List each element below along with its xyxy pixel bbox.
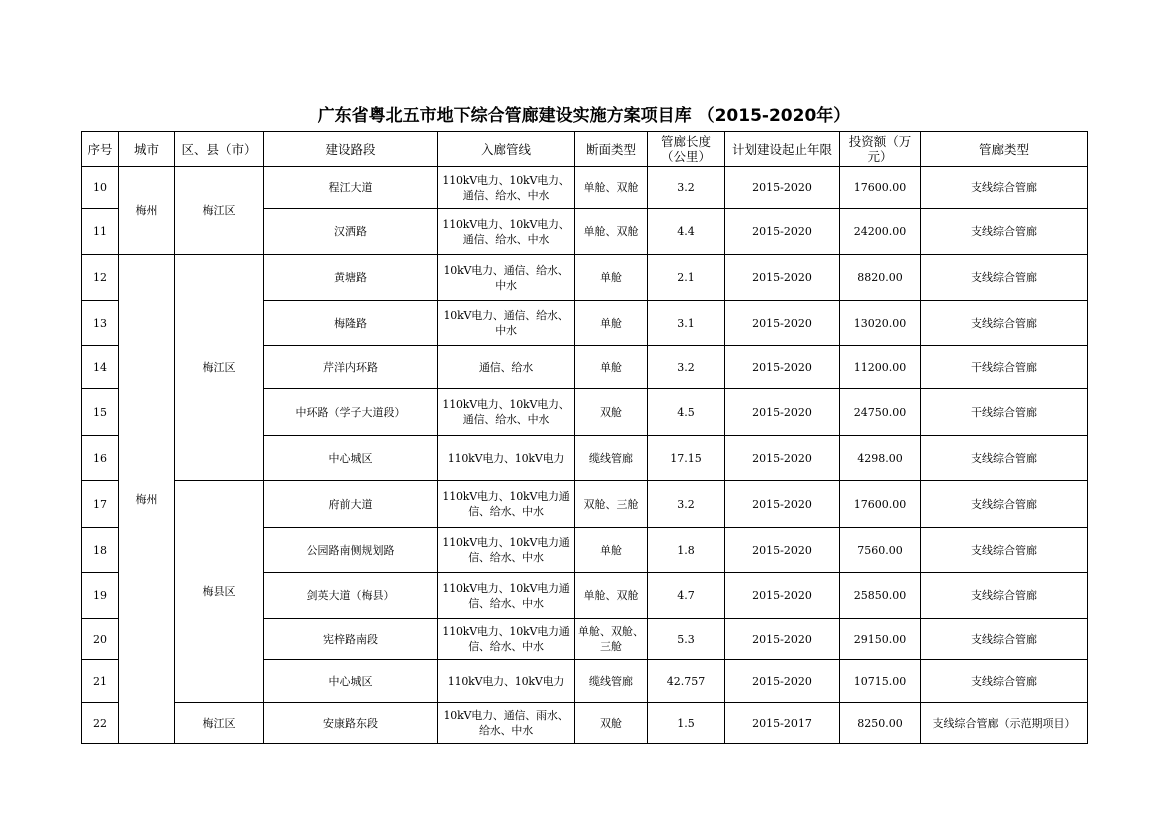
cell-road: 宪梓路南段 [264,619,438,660]
cell-section: 单舱 [575,346,648,389]
cell-length: 3.2 [648,167,725,209]
header-city: 城市 [119,132,175,167]
cell-investment: 24750.00 [840,389,921,436]
cell-type: 支线综合管廊 [921,528,1088,573]
cell-section: 单舱 [575,528,648,573]
cell-seq: 19 [82,573,119,619]
cell-pipes: 110kV电力、10kV电力通信、给水、中水 [438,481,575,528]
table-row [82,703,1088,744]
cell-road: 黄塘路 [264,255,438,301]
cell-section: 缆线管廊 [575,660,648,703]
header-row [82,132,1088,167]
cell-seq: 11 [82,209,119,255]
header-length: 管廊长度（公里） [648,132,725,167]
cell-road: 安康路东段 [264,703,438,744]
cell-investment: 4298.00 [840,436,921,481]
cell-district: 梅江区 [175,167,264,255]
cell-investment: 8250.00 [840,703,921,744]
cell-pipes: 10kV电力、通信、雨水、给水、中水 [438,703,575,744]
cell-section: 双舱 [575,389,648,436]
cell-type: 干线综合管廊 [921,389,1088,436]
cell-length: 3.2 [648,481,725,528]
cell-seq: 14 [82,346,119,389]
cell-section: 单舱、双舱 [575,573,648,619]
cell-length: 1.8 [648,528,725,573]
cell-road: 汉洒路 [264,209,438,255]
cell-seq: 20 [82,619,119,660]
cell-seq: 16 [82,436,119,481]
cell-road: 府前大道 [264,481,438,528]
cell-investment: 10715.00 [840,660,921,703]
cell-type: 支线综合管廊 [921,436,1088,481]
cell-period: 2015-2020 [725,619,840,660]
table-row [82,255,1088,301]
cell-seq: 12 [82,255,119,301]
header-pipes: 入廊管线 [438,132,575,167]
cell-seq: 10 [82,167,119,209]
cell-type: 支线综合管廊 [921,481,1088,528]
cell-pipes: 10kV电力、通信、给水、中水 [438,255,575,301]
header-investment: 投资额（万元） [840,132,921,167]
cell-type: 支线综合管廊 [921,301,1088,346]
cell-road: 梅隆路 [264,301,438,346]
cell-seq: 22 [82,703,119,744]
cell-section: 单舱 [575,255,648,301]
cell-length: 17.15 [648,436,725,481]
cell-period: 2015-2020 [725,346,840,389]
cell-investment: 13020.00 [840,301,921,346]
cell-length: 4.7 [648,573,725,619]
cell-investment: 29150.00 [840,619,921,660]
cell-pipes: 110kV电力、10kV电力通信、给水、中水 [438,619,575,660]
cell-seq: 17 [82,481,119,528]
header-period: 计划建设起止年限 [725,132,840,167]
cell-pipes: 110kV电力、10kV电力、通信、给水、中水 [438,167,575,209]
cell-investment: 17600.00 [840,167,921,209]
cell-type: 支线综合管廊 [921,167,1088,209]
cell-city: 梅州 [119,167,175,255]
table-header [82,132,1088,167]
cell-investment: 17600.00 [840,481,921,528]
header-seq: 序号 [82,132,119,167]
cell-length: 4.5 [648,389,725,436]
cell-seq: 18 [82,528,119,573]
cell-road: 中心城区 [264,660,438,703]
cell-section: 单舱 [575,301,648,346]
cell-type: 干线综合管廊 [921,346,1088,389]
cell-period: 2015-2020 [725,389,840,436]
cell-period: 2015-2020 [725,209,840,255]
cell-type: 支线综合管廊（示范期项目） [921,703,1088,744]
cell-section: 缆线管廊 [575,436,648,481]
cell-seq: 13 [82,301,119,346]
table-row [82,481,1088,528]
cell-investment: 8820.00 [840,255,921,301]
cell-length: 42.757 [648,660,725,703]
cell-pipes: 110kV电力、10kV电力 [438,436,575,481]
cell-period: 2015-2017 [725,703,840,744]
cell-road: 公园路南侧规划路 [264,528,438,573]
cell-pipes: 110kV电力、10kV电力通信、给水、中水 [438,573,575,619]
cell-section: 单舱、双舱 [575,209,648,255]
cell-road: 中环路（学子大道段） [264,389,438,436]
header-district: 区、县（市） [175,132,264,167]
cell-pipes: 通信、给水 [438,346,575,389]
cell-section: 双舱、三舱 [575,481,648,528]
cell-length: 2.1 [648,255,725,301]
cell-period: 2015-2020 [725,481,840,528]
cell-district: 梅江区 [175,703,264,744]
cell-type: 支线综合管廊 [921,255,1088,301]
cell-pipes: 110kV电力、10kV电力通信、给水、中水 [438,528,575,573]
header-type: 管廊类型 [921,132,1088,167]
cell-period: 2015-2020 [725,573,840,619]
cell-type: 支线综合管廊 [921,660,1088,703]
cell-pipes: 110kV电力、10kV电力、通信、给水、中水 [438,389,575,436]
cell-seq: 21 [82,660,119,703]
cell-road: 程江大道 [264,167,438,209]
cell-section: 单舱、双舱 [575,167,648,209]
cell-pipes: 10kV电力、通信、给水、中水 [438,301,575,346]
cell-period: 2015-2020 [725,301,840,346]
cell-type: 支线综合管廊 [921,619,1088,660]
project-table [81,131,1088,744]
cell-period: 2015-2020 [725,167,840,209]
cell-period: 2015-2020 [725,436,840,481]
table-body [82,167,1088,744]
cell-road: 中心城区 [264,436,438,481]
cell-city: 梅州 [119,255,175,744]
cell-period: 2015-2020 [725,528,840,573]
cell-road: 剑英大道（梅县） [264,573,438,619]
header-road: 建设路段 [264,132,438,167]
cell-district: 梅江区 [175,255,264,481]
cell-section: 单舱、双舱、三舱 [575,619,648,660]
header-section: 断面类型 [575,132,648,167]
cell-type: 支线综合管廊 [921,573,1088,619]
table-row [82,167,1088,209]
cell-length: 4.4 [648,209,725,255]
cell-length: 5.3 [648,619,725,660]
cell-section: 双舱 [575,703,648,744]
cell-type: 支线综合管廊 [921,209,1088,255]
document-title: 广东省粤北五市地下综合管廊建设实施方案项目库 （2015-2020年） [317,106,851,126]
cell-length: 1.5 [648,703,725,744]
cell-seq: 15 [82,389,119,436]
cell-investment: 25850.00 [840,573,921,619]
cell-investment: 11200.00 [840,346,921,389]
cell-investment: 7560.00 [840,528,921,573]
cell-investment: 24200.00 [840,209,921,255]
cell-district: 梅县区 [175,481,264,703]
cell-pipes: 110kV电力、10kV电力、通信、给水、中水 [438,209,575,255]
cell-period: 2015-2020 [725,660,840,703]
cell-road: 芹洋内环路 [264,346,438,389]
cell-pipes: 110kV电力、10kV电力 [438,660,575,703]
cell-length: 3.1 [648,301,725,346]
cell-length: 3.2 [648,346,725,389]
cell-period: 2015-2020 [725,255,840,301]
